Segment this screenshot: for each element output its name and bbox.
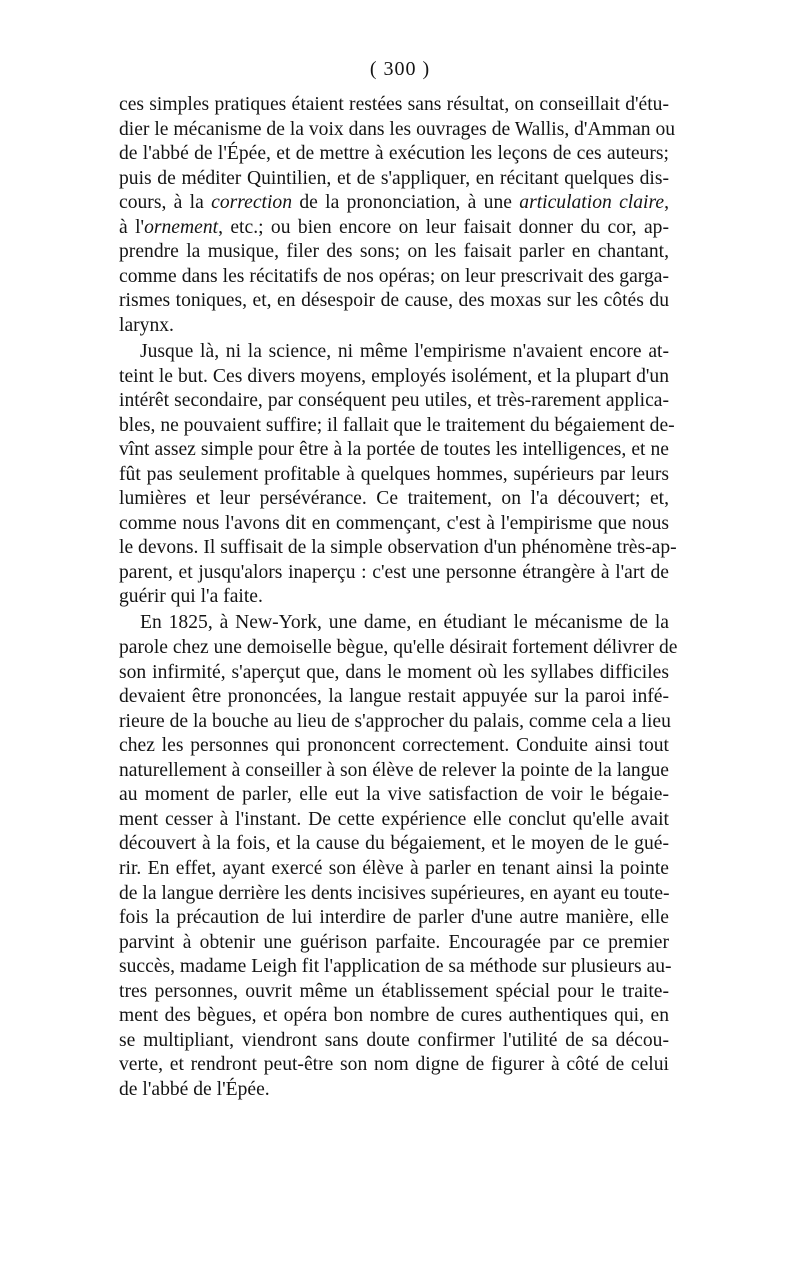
text-line: [119, 289, 669, 314]
text-run: prendre la musique, filer des sons; on les faisait parler en chantant,: [119, 241, 669, 263]
text-run: tres personnes, ouvrit même un établissement spécial pour le traite-: [119, 980, 669, 1002]
italic-term: correction: [211, 192, 293, 214]
text-line: [119, 585, 669, 610]
text-run: larynx.: [119, 314, 174, 336]
paragraph: [119, 611, 678, 1102]
text-line: [119, 240, 669, 265]
text-line: [119, 759, 669, 784]
text-line: [119, 1078, 669, 1103]
text-run: ment cesser à l'instant. De cette expérience elle conclut qu'elle avait: [119, 808, 669, 830]
text-line: [119, 167, 669, 192]
text-run: vînt assez simple pour être à la portée de toutes les intelligences, et ne: [119, 439, 669, 461]
text-line: [119, 536, 677, 561]
text-line: [119, 463, 669, 488]
text-run: de l'abbé de l'Épée.: [119, 1078, 270, 1100]
page-number: ( 300 ): [369, 58, 431, 80]
text-run: rir. En effet, ayant exercé son élève à parler en tenant ainsi la pointe: [119, 857, 669, 879]
text-line: [119, 389, 669, 414]
text-run: Jusque là, ni la science, ni même l'empirisme n'avaient encore at-: [140, 340, 669, 362]
text-run: En 1825, à New-York, une dame, en étudiant le mécanisme de la: [140, 612, 669, 634]
text-run: rismes toniques, et, en désespoir de cause, des moxas sur les côtés du: [119, 290, 669, 312]
text-run: guérir qui l'a faite.: [119, 586, 263, 608]
text-line: [119, 832, 669, 857]
text-run: découvert à la fois, et la cause du bégaiement, et le moyen de le gué-: [119, 833, 669, 855]
text-line: [119, 365, 669, 390]
text-run: naturellement à conseiller à son élève de relever la pointe de la langue: [119, 759, 669, 781]
text-run: comme nous l'avons dit en commençant, c'est à l'empirisme que nous: [119, 512, 669, 534]
text-run: cours, à la: [119, 192, 212, 214]
text-run: au moment de parler, elle eut la vive satisfaction de voir le bégaie-: [119, 784, 669, 806]
text-line: [119, 438, 669, 463]
text-run: rieure de la bouche au lieu de s'approcher du palais, comme cela a lieu: [119, 710, 671, 732]
text-line: [119, 955, 672, 980]
text-line: [119, 340, 669, 365]
text-run: bles, ne pouvaient suffire; il fallait que le traitement du bégaiement de-: [119, 414, 675, 436]
text-line: [119, 487, 669, 512]
text-line: [119, 882, 669, 907]
text-run: verte, et rendront peut-être son nom digne de figurer à côté de celui: [119, 1054, 669, 1076]
text-run: à l': [119, 216, 145, 238]
text-line: [119, 191, 669, 216]
text-line: [119, 636, 678, 661]
text-line: [119, 808, 669, 833]
text-run: dier le mécanisme de la voix dans les ouvrages de Wallis, d'Amman ou: [119, 118, 676, 140]
text-run: puis de méditer Quintilien, et de s'appliquer, en récitant quelques dis-: [119, 167, 669, 189]
text-line: [119, 561, 669, 586]
text-line: [119, 1029, 669, 1054]
italic-term: ornement: [144, 216, 219, 238]
text-line: [119, 611, 669, 636]
text-line: [119, 931, 669, 956]
text-run: devaient être prononcées, la langue restait appuyée sur la paroi infé-: [119, 686, 669, 708]
text-line: [119, 314, 669, 339]
text-line: [119, 685, 669, 710]
body-text: [119, 93, 678, 1102]
text-run: succès, madame Leigh fit l'application de sa méthode sur plusieurs au-: [119, 956, 672, 978]
text-run: de la langue derrière les dents incisives supérieures, en ayant eu toute-: [119, 882, 670, 904]
paragraph: [119, 340, 677, 610]
text-run: le devons. Il suffisait de la simple observation d'un phénomène très-ap-: [119, 537, 677, 559]
text-run: ment des bègues, et opéra bon nombre de cures authentiques qui, en: [119, 1005, 669, 1027]
text-line: [119, 265, 669, 290]
text-line: [119, 906, 669, 931]
text-run: intérêt secondaire, par conséquent peu utiles, et très-rarement applica-: [119, 390, 669, 412]
text-run: ces simples pratiques étaient restées sans résultat, on conseillait d'étu-: [119, 94, 669, 115]
text-run: lumières et leur persévérance. Ce traitement, on l'a découvert; et,: [119, 488, 669, 510]
text-line: [119, 734, 669, 759]
text-run: parole chez une demoiselle bègue, qu'elle désirait fortement délivrer de: [119, 637, 678, 659]
text-run: chez les personnes qui prononcent correctement. Conduite ainsi tout: [119, 735, 669, 757]
text-line: [119, 710, 669, 735]
text-run: fût pas seulement profitable à quelques hommes, supérieurs par leurs: [119, 463, 669, 485]
text-line: [119, 980, 669, 1005]
text-run: de la prononciation, à une: [292, 192, 520, 214]
text-run: fois la précaution de lui interdire de parler d'une autre manière, elle: [119, 907, 669, 929]
text-run: de l'abbé de l'Épée, et de mettre à exécution les leçons de ces auteurs;: [119, 143, 669, 165]
text-line: [119, 783, 669, 808]
paragraph: [119, 93, 676, 338]
text-line: [119, 1053, 669, 1078]
italic-term: articulation claire: [519, 192, 665, 214]
text-run: comme dans les récitatifs de nos opéras; on leur prescrivait des garga-: [119, 265, 669, 287]
text-line: [119, 142, 669, 167]
text-run: son infirmité, s'aperçut que, dans le moment où les syllabes difficiles: [119, 661, 669, 683]
text-line: [119, 857, 669, 882]
text-run: parvint à obtenir une guérison parfaite. Encouragée par ce premier: [119, 931, 669, 953]
text-run: , etc.; ou bien encore on leur faisait donner du cor, ap-: [218, 216, 669, 238]
text-line: [119, 1004, 669, 1029]
text-line: [119, 414, 675, 439]
text-line: [119, 661, 669, 686]
text-line: [119, 118, 676, 143]
text-run: se multipliant, viendront sans doute confirmer l'utilité de sa décou-: [119, 1029, 669, 1051]
text-run: teint le but. Ces divers moyens, employés isolément, et la plupart d'un: [119, 365, 669, 387]
text-run: ,: [664, 192, 669, 214]
text-run: parent, et jusqu'alors inaperçu : c'est une personne étrangère à l'art de: [119, 561, 669, 583]
text-line: [119, 93, 669, 118]
text-line: [119, 216, 669, 241]
text-line: [119, 512, 669, 537]
